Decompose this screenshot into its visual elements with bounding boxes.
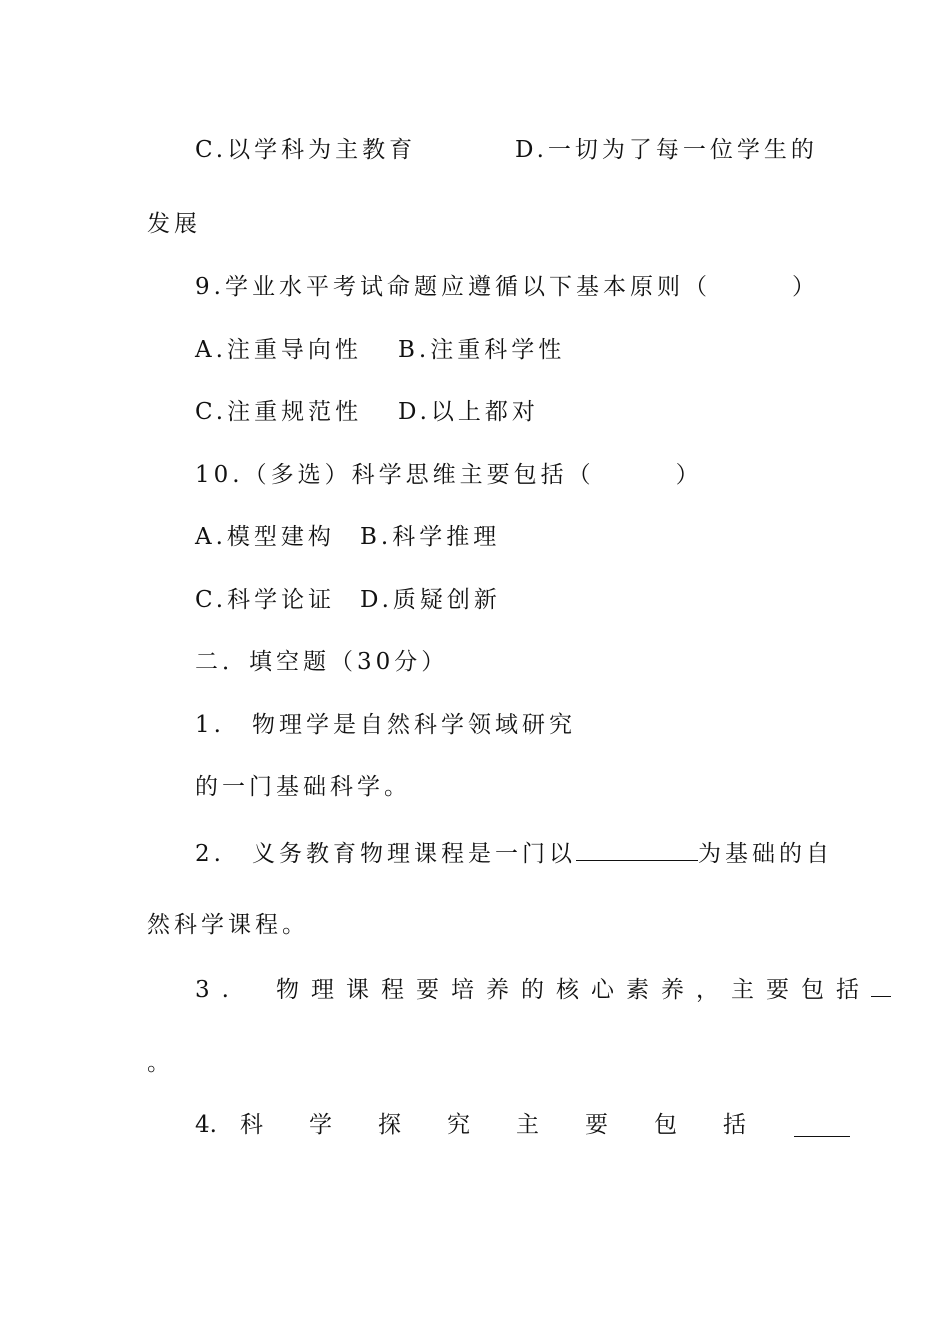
fill2-continuation: 然科学课程。 <box>147 912 309 938</box>
q10-stem: 10.（多选）科学思维主要包括（ ） <box>195 462 703 488</box>
fill2-answer-blank[interactable] <box>576 836 698 861</box>
fill3-answer-blank[interactable] <box>871 972 891 997</box>
q8-option-c: C.以学科为主教育 <box>195 137 417 163</box>
q9-option-b: B.注重科学性 <box>398 337 566 363</box>
fill3-line <box>195 972 891 1005</box>
q9-option-d: D.以上都对 <box>398 399 539 425</box>
q10-option-a: A.模型建构 <box>195 524 335 550</box>
fill4-line <box>195 1110 746 1140</box>
q8-option-d: D.一切为了每一位学生的 <box>515 137 818 163</box>
q10-option-c: C.科学论证 <box>195 587 336 613</box>
q10-option-d: D.质疑创新 <box>360 587 501 613</box>
section-heading: 二．填空题（30分） <box>195 649 449 675</box>
q10-option-b: B.科学推理 <box>360 524 501 550</box>
fill3-text: 3. 物理课程要培养的核心素养，主要包括 <box>195 977 871 1003</box>
fill2-text-after: 为基础的自 <box>697 841 833 867</box>
fill3-continuation: 。 <box>147 1050 170 1076</box>
fill1-text-part1: 1. 物理学是自然科学领域研究 <box>195 712 576 738</box>
q8-option-d-continuation: 发展 <box>147 211 201 237</box>
fill2-line <box>195 836 833 869</box>
q9-option-a: A.注重导向性 <box>195 337 362 363</box>
q9-stem: 9.学业水平考试命题应遵循以下基本原则（ ） <box>195 274 819 300</box>
fill2-text-before: 2. 义务教育物理课程是一门以 <box>195 841 576 867</box>
fill4-answer-blank[interactable] <box>794 1112 850 1137</box>
fill1-text-part2: 的一门基础科学。 <box>195 774 411 800</box>
fill4-text: 4. 科 学 探 究 主 要 包 括 <box>195 1112 746 1138</box>
q9-option-c: C.注重规范性 <box>195 399 363 425</box>
